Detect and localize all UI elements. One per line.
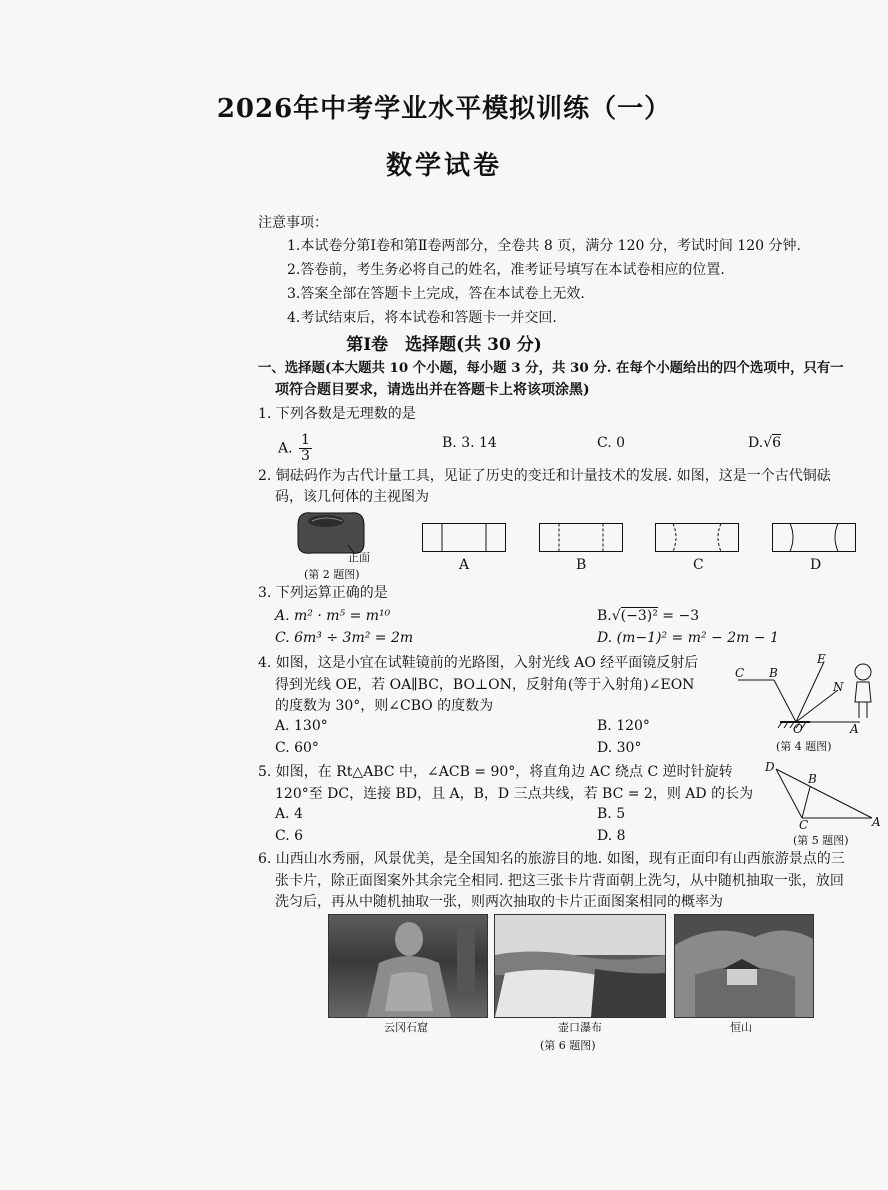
q4-light-path-figure xyxy=(730,650,882,740)
q1-option-d: D.√6 xyxy=(748,435,782,451)
photo-caption: 云冈石窟 xyxy=(384,1021,428,1034)
photo-yungang-grottoes xyxy=(328,914,488,1018)
q5-stem: 120°至 DC，连接 BD，且 A，B，D 三点共线，若 BC = 2，则 AD 的长为 xyxy=(275,786,754,802)
q2-label-c: C xyxy=(693,557,704,573)
q6-stem: 洗匀后，再从中随机抽取一张，则两次抽取的卡片正面图案相同的概率为 xyxy=(275,894,723,910)
section-instruction: 一、选择题(本大题共 10 个小题，每小题 3 分，共 30 分. 在每个小题给出的四个选项中，只有一 xyxy=(258,360,844,376)
q4-option-d: D. 30° xyxy=(597,740,642,756)
front-label: 正面 xyxy=(348,551,370,564)
q4-stem: 得到光线 OE，若 OA∥BC，BO⊥ON，反射角(等于入射角)∠EON xyxy=(275,677,695,693)
note-item: 3.答案全部在答题卡上完成，答在本试卷上无效. xyxy=(287,286,585,302)
note-item: 1.本试卷分第Ⅰ卷和第Ⅱ卷两部分，全卷共 8 页，满分 120 分，考试时间 120 分钟. xyxy=(287,238,801,254)
q4-stem: 的度数为 30°，则∠CBO 的度数为 xyxy=(275,698,494,714)
q2-option-b-figure xyxy=(539,523,623,553)
q4-point-o: O xyxy=(793,722,803,736)
q6-stem: 张卡片，除正面图案外其余完全相同. 把这三张卡片背面朝上洗匀，从中随机抽取一张，放回 xyxy=(275,873,844,889)
exam-title: 2026年中考学业水平模拟训练（一） xyxy=(216,94,672,124)
q1-option-b: B. 3. 14 xyxy=(442,435,497,451)
q5-option-c: C. 6 xyxy=(275,828,304,844)
section-instruction: 项符合题目要求，请选出并在答题卡上将该项涂黑) xyxy=(275,382,590,398)
q2-stem: 码，该几何体的主视图为 xyxy=(275,489,429,505)
q4-point-a: A xyxy=(850,722,859,736)
q5-caption: (第 5 题图) xyxy=(793,834,849,847)
q2-option-d-figure xyxy=(772,523,856,553)
photo-caption: 壶口瀑布 xyxy=(558,1021,602,1034)
q5-point-c: C xyxy=(799,818,809,832)
q1-option-a: A. $\frac{1}{3}$ xyxy=(278,432,310,464)
photo-hengshan xyxy=(674,914,814,1018)
q4-caption: (第 4 题图) xyxy=(776,740,832,753)
q2-label-a: A xyxy=(459,557,470,573)
q5-point-d: D xyxy=(765,760,775,774)
q2-caption: (第 2 题图) xyxy=(304,568,360,581)
q5-triangle-figure xyxy=(770,765,880,825)
photo-caption: 恒山 xyxy=(730,1021,752,1034)
photo-hukou-waterfall xyxy=(494,914,666,1018)
q5-option-a: A. 4 xyxy=(275,806,303,822)
note-item: 2.答卷前，考生务必将自己的姓名，准考证号填写在本试卷相应的位置. xyxy=(287,262,725,278)
q3-option-a: A. m² · m⁵ = m¹⁰ xyxy=(275,608,391,624)
q4-point-c: C xyxy=(735,666,745,680)
q3-option-b: B.√(−3)² = −3 xyxy=(597,608,700,624)
notes-heading: 注意事项： xyxy=(258,215,328,231)
q3-option-c: C. 6m³ ÷ 3m² = 2m xyxy=(275,630,414,646)
q4-option-a: A. 130° xyxy=(275,718,328,734)
q3-stem: 3. 下列运算正确的是 xyxy=(258,585,388,601)
q2-option-c-figure xyxy=(655,523,739,553)
exam-subtitle: 数学试卷 xyxy=(385,151,502,181)
q4-point-b: B xyxy=(769,666,778,680)
q2-label-b: B xyxy=(576,557,587,573)
q6-stem: 6. 山西山水秀丽，风景优美，是全国知名的旅游目的地. 如图，现有正面印有山西旅游景点的三 xyxy=(258,851,845,867)
q4-option-b: B. 120° xyxy=(597,718,650,734)
section-title: 第Ⅰ卷 选择题(共 30 分) xyxy=(346,335,542,355)
q5-point-a: A xyxy=(872,815,881,829)
q3-option-d: D. (m−1)² = m² − 2m − 1 xyxy=(597,630,779,646)
q5-point-b: B xyxy=(808,772,817,786)
q1-stem: 1. 下列各数是无理数的是 xyxy=(258,406,416,422)
q2-option-a-figure xyxy=(422,523,506,553)
q5-option-b: B. 5 xyxy=(597,806,626,822)
q5-stem: 5. 如图，在 Rt△ABC 中，∠ACB = 90°，将直角边 AC 绕点 C 逆时针旋转 xyxy=(258,764,733,780)
note-item: 4.考试结束后，将本试卷和答题卡一并交回. xyxy=(287,310,557,326)
q2-stem: 2. 铜砝码作为古代计量工具，见证了历史的变迁和计量技术的发展. 如图，这是一个古代铜砝 xyxy=(258,468,831,484)
q2-label-d: D xyxy=(810,557,822,573)
q4-stem: 4. 如图，这是小宜在试鞋镜前的光路图，入射光线 AO 经平面镜反射后 xyxy=(258,655,699,671)
q5-option-d: D. 8 xyxy=(597,828,626,844)
q1-option-c: C. 0 xyxy=(597,435,626,451)
q4-point-n: N xyxy=(833,680,844,694)
q6-caption: (第 6 题图) xyxy=(540,1039,596,1052)
q4-point-e: E xyxy=(817,652,826,666)
q4-option-c: C. 60° xyxy=(275,740,319,756)
